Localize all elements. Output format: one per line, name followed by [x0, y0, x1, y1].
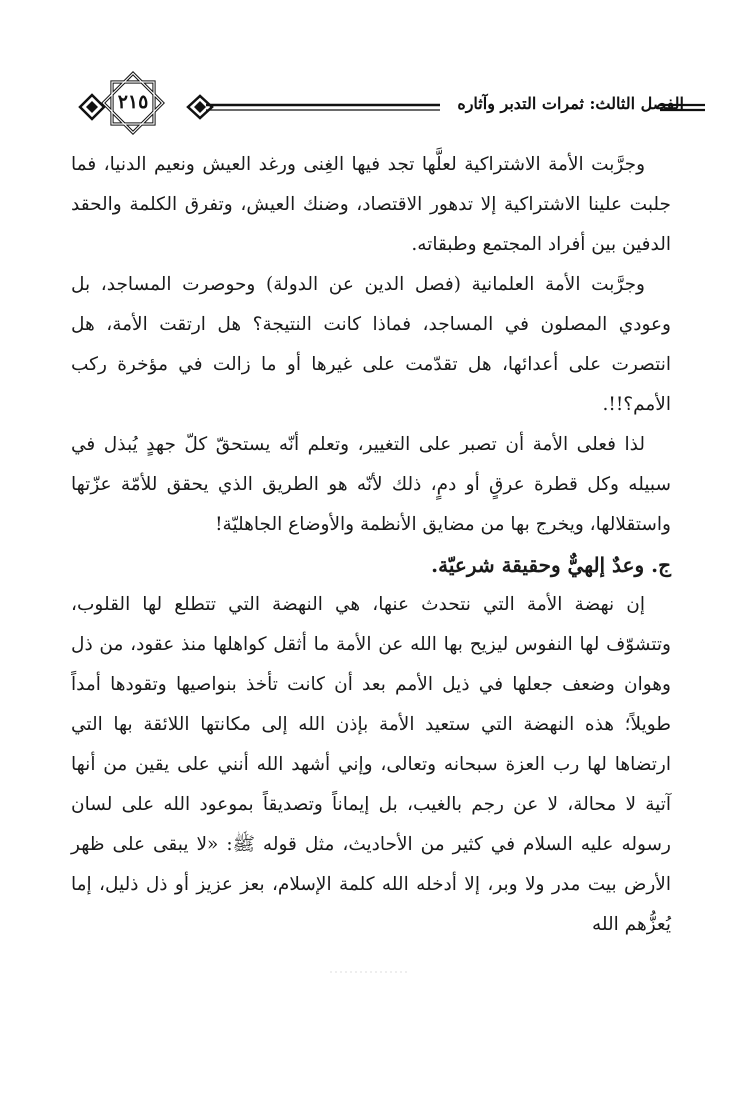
paragraph: وجرَّبت الأمة العلمانية (فصل الدين عن الدولة) وحوصرت المساجد، بل وعودي المصلون في المساجد، فماذا كانت النتيجة؟ هل ارتقت الأمة، هل انتصرت على أعدائها، هل تقدّمت على غيرها أو ما زالت في مؤخرة ركب الأمم؟!!.: [71, 274, 671, 415]
bar-diamond-icon: [188, 96, 212, 118]
running-header: [0, 0, 746, 150]
header-ornament: [0, 0, 746, 150]
section-heading: ج. وعدٌ إلهيٌّ وحقيقة شرعيّة.: [431, 553, 671, 577]
paragraph: إن نهضة الأمة التي نتحدث عنها، هي النهضة التي تتطلع لها القلوب، وتتشوّف لها النفوس ليزيح بها الله عن الأمة ما أثقل كواهلها منذ عقود، من ذل وهوان وضعف جعلها في ذيل الأمم بعد أن كانت تأخذ بنواصيها وتقودها أمداً طويلاً؛ هذه النهضة التي ستعيد الأمة بإذن الله إلى مكانتها اللائقة بها التي ارتضاها لها رب العزة سبحانه وتعالى، وإني أشهد الله أنني على يقين من أنها آتية لا محالة، لا عن رجم بالغيب، بل إيماناً وتصديقاً بموعود الله على لسان رسوله عليه السلام في كثير من الأحاديث، مثل قوله ﷺ: «لا يبقى على ظهر الأرض بيت مدر ولا وبر، إلا أدخله الله كلمة الإسلام، بعز عزيز أو ذل ذليل، إما يُعزُّهم الله: [71, 594, 671, 935]
page-number: ٢١٥: [117, 91, 149, 113]
left-diamond-icon: [80, 95, 104, 119]
paragraph: لذا فعلى الأمة أن تصبر على التغيير، وتعلم أنّه يستحقّ كلّ جهدٍ يُبذل في سبيله وكل قطرة عرقٍ أو دمٍ، ذلك لأنّه هو الطريق الذي يحقق للأمّة عزّتها واستقلالها، ويخرج بها من مضايق الأنظمة والأوضاع الجاهليّة!: [71, 434, 671, 535]
paragraph: وجرَّبت الأمة الاشتراكية لعلَّها تجد فيها الغِنى ورغد العيش ونعيم الدنيا، فما جلبت علينا الاشتراكية إلا تدهور الاقتصاد، وضنك العيش، وتفرق الكلمة والحقد الدفين بين أفراد المجتمع وطبقاته.: [71, 154, 671, 255]
chapter-title: الفصل الثالث: ثمرات التدبر وآثاره: [457, 94, 684, 113]
body-text: [71, 145, 671, 945]
footer-divider: [330, 967, 410, 977]
